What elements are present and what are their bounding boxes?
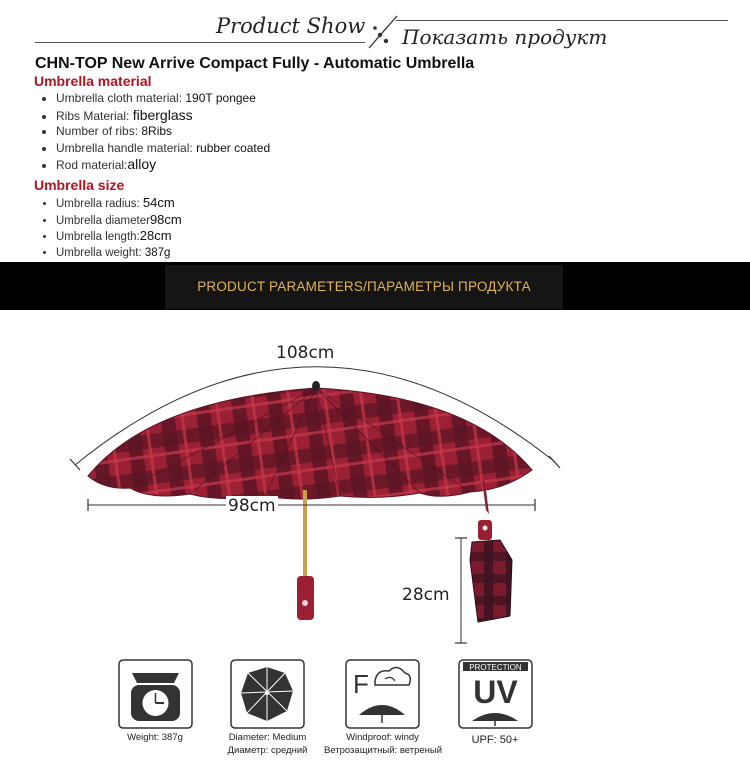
material-list [40,90,270,173]
list-item: • Umbrella weight: 387g [56,245,182,262]
header-divider-icon [366,14,400,50]
list-item: • Number of ribs: 8Ribs [56,123,270,140]
header-title-en: Product Show [216,14,366,38]
material-heading: Umbrella material [34,73,152,89]
size-list [40,195,182,261]
list-item: • Umbrella cloth material: 190T pongee [56,90,270,107]
uv-text: UV [473,674,518,710]
umbrella-top-icon [230,659,305,729]
diameter-caption-ru: Диаметр: средний [227,745,308,756]
diameter-label: 98cm [228,496,276,516]
header-rule-left [35,42,365,43]
protection-text: PROTECTION [469,663,522,672]
list-item: • Umbrella radius: 54cm [56,195,182,212]
windproof-caption: Windproof: windy [346,732,419,743]
arc-length-label: 108cm [276,343,335,363]
params-banner-text: PRODUCT PARAMETERS/ПАРАМЕТРЫ ПРОДУКТА [197,279,531,294]
windproof-f-letter: F [353,669,369,699]
uv-protection-icon [458,659,533,729]
length-label: 28cm [402,585,450,605]
weight-caption: Weight: 387g [127,732,183,743]
product-title: CHN-TOP New Arrive Compact Fully - Automatic Umbrella [35,55,475,72]
scale-icon [118,659,193,729]
size-heading: Umbrella size [34,177,125,193]
list-item: • Umbrella diameter98cm [56,212,182,229]
list-item: • Rod material:alloy [56,156,270,173]
list-item: • Ribs Material: fiberglass [56,107,270,124]
windproof-icon [345,659,420,729]
windproof-caption-ru: Ветрозащитный: ветреный [323,745,443,756]
upf-caption: UPF: 50+ [471,734,519,746]
header-rule-right [396,20,728,21]
list-item: • Umbrella handle material: rubber coated [56,140,270,157]
header-title-ru: Показать продукт [402,25,608,49]
diameter-caption: Diameter: Medium [228,732,307,743]
umbrella-illustration [0,310,750,650]
list-item: • Umbrella length:28cm [56,228,182,245]
